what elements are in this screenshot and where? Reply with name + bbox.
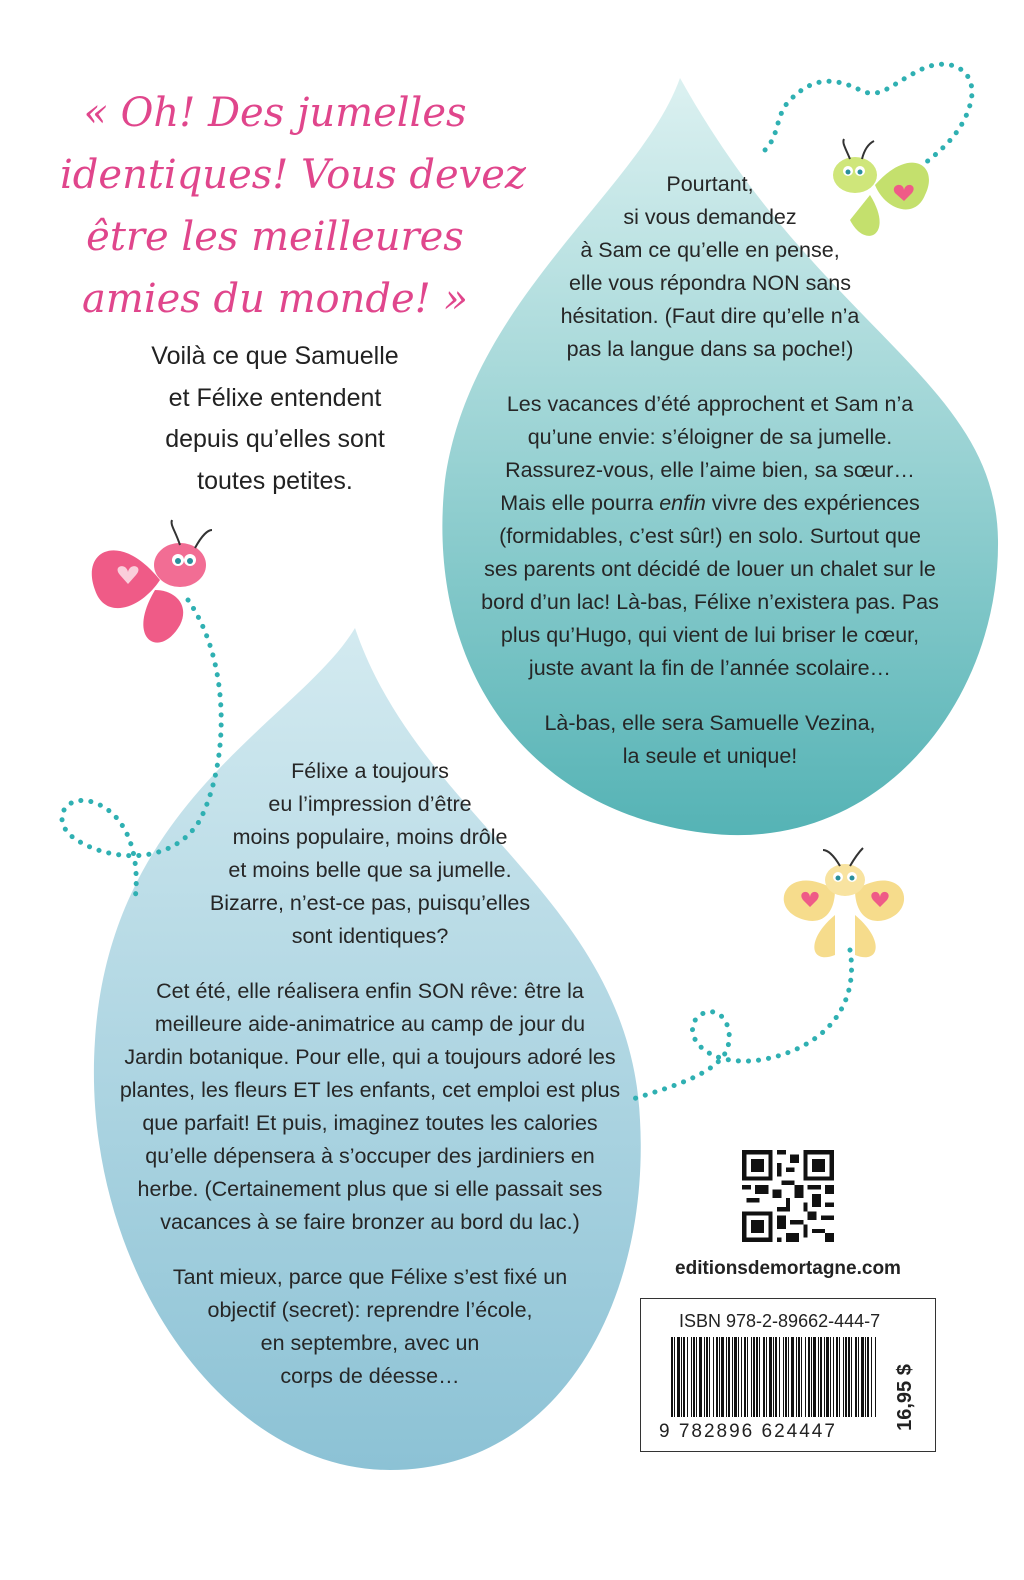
text-line: Les vacances d’été approchent et Sam n’a — [506, 392, 914, 416]
quote-line: amies du monde! » — [82, 276, 468, 322]
text-line: Rassurez-vous, elle l’aime bien, sa sœur… — [505, 458, 915, 482]
intro-paragraph — [95, 336, 455, 502]
text-line: la seule et unique! — [622, 744, 798, 768]
quote-line: être les meilleures — [86, 214, 464, 260]
emphasis-text: enfin — [659, 491, 706, 515]
barcode-icon — [671, 1337, 877, 1423]
text-line: juste avant la fin de l’année scolaire… — [528, 656, 892, 680]
text-segment: Mais elle pourra — [500, 491, 660, 515]
publisher-website: editionsdemortagne.com — [675, 1258, 901, 1279]
text-line: à Sam ce qu’elle en pense, — [580, 238, 840, 262]
text-line: herbe. (Certainement plus que si elle passait ses — [137, 1177, 603, 1201]
text-line: Pourtant, — [666, 172, 754, 196]
text-line: Cet été, elle réalisera enfin SON rêve: être la — [156, 979, 584, 1003]
price-label — [885, 1347, 925, 1447]
isbn-text: ISBN 978-2-89662-444-7 — [679, 1311, 881, 1331]
dotted-trail-right-lower — [630, 950, 852, 1100]
text-line: hésitation. (Faut dire qu’elle n’a — [560, 304, 860, 328]
text-line: que parfait! Et puis, imaginez toutes les calories — [142, 1111, 598, 1135]
intro-line: depuis qu’elles sont — [165, 425, 385, 453]
text-line: moins populaire, moins drôle — [232, 825, 508, 849]
text-line: objectif (secret): reprendre l’école, — [207, 1298, 533, 1322]
text-line: qu’elle dépensera à s’occuper des jardiniers en — [145, 1144, 595, 1168]
top-drop-text — [440, 168, 980, 773]
text-line: qu’une envie: s’éloigner de sa jumelle. — [527, 425, 893, 449]
text-line: eu l’impression d’être — [268, 792, 472, 816]
quote-line: identiques! Vous devez — [60, 152, 526, 198]
barcode-number: 9 782896 624447 — [659, 1421, 837, 1442]
qr-code-icon — [742, 1150, 834, 1242]
text-line: et moins belle que sa jumelle. — [228, 858, 512, 882]
quote-line: « Oh! Des jumelles — [83, 90, 467, 136]
text-line: plantes, les fleurs ET les enfants, cet emploi est plus — [119, 1078, 621, 1102]
text-line: sont identiques? — [291, 924, 449, 948]
text-line: plus qu’Hugo, qui vient de lui briser le cœur, — [500, 623, 920, 647]
text-line: corps de déesse… — [280, 1364, 460, 1388]
text-line: pas la langue dans sa poche!) — [566, 337, 854, 361]
text-line: meilleure aide-animatrice au camp de jour du — [154, 1012, 586, 1036]
barcode-panel — [640, 1298, 936, 1452]
text-line: Tant mieux, parce que Félixe s’est fixé un — [172, 1265, 568, 1289]
text-line: bord d’un lac! Là-bas, Félixe n’existera pas. Pas — [481, 590, 939, 614]
butterfly-icon — [92, 520, 212, 643]
text-line: si vous demandez — [623, 205, 797, 229]
text-line: vacances à se faire bronzer au bord du lac.) — [160, 1210, 580, 1234]
text-line: ses parents ont décidé de louer un chalet sur le — [484, 557, 936, 581]
text-line: Félixe a toujours — [291, 759, 449, 783]
text-line: Là-bas, elle sera Samuelle Vezina, — [544, 711, 876, 735]
pull-quote — [60, 82, 526, 330]
price-text: 16,95 $ — [893, 1363, 916, 1431]
text-line — [440, 487, 980, 520]
text-line: Jardin botanique. Pour elle, qui a toujours adoré les — [124, 1045, 616, 1069]
intro-line: Voilà ce que Samuelle — [151, 342, 399, 370]
butterfly-icon — [784, 848, 904, 957]
text-line: (formidables, c’est sûr!) en solo. Surtout que — [499, 524, 921, 548]
text-line: en septembre, avec un — [260, 1331, 480, 1355]
bottom-drop-text — [100, 755, 640, 1393]
text-segment: vivre des expériences — [705, 491, 920, 515]
text-line: Bizarre, n’est-ce pas, puisqu’elles — [209, 891, 531, 915]
intro-line: et Félixe entendent — [168, 383, 382, 412]
intro-line: toutes petites. — [197, 466, 353, 495]
text-line: elle vous répondra NON sans — [568, 271, 852, 295]
